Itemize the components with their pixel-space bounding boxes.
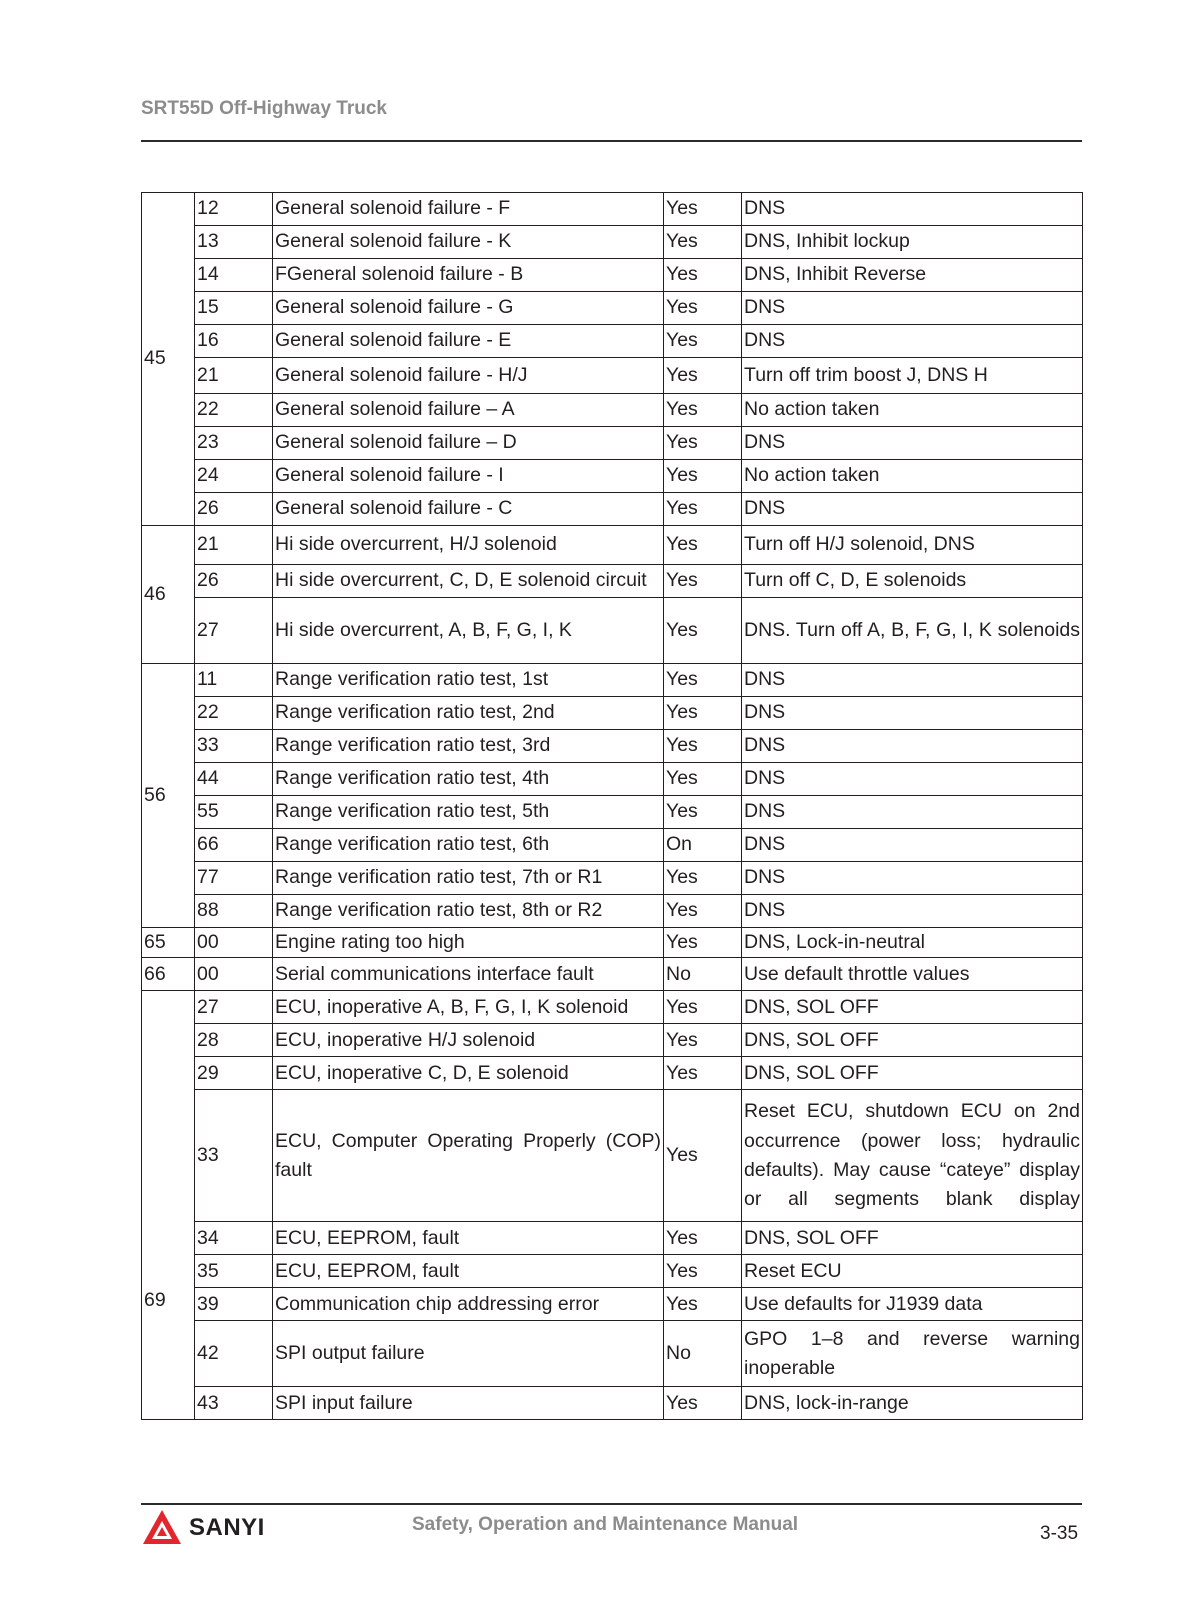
- footer-title: Safety, Operation and Maintenance Manual: [412, 1514, 799, 1535]
- action-cell: DNS: [742, 325, 1083, 358]
- action-cell: DNS: [742, 730, 1083, 763]
- flag-cell: Yes: [664, 358, 742, 394]
- flag-cell: Yes: [664, 259, 742, 292]
- flag-cell: Yes: [664, 565, 742, 598]
- description-cell: General solenoid failure - I: [273, 460, 664, 493]
- table-row: [142, 763, 1083, 796]
- table-row: [142, 1057, 1083, 1090]
- action-cell: No action taken: [742, 460, 1083, 493]
- flag-cell: Yes: [664, 1288, 742, 1321]
- sub-code-cell: 42: [195, 1321, 273, 1387]
- sub-code-cell: 88: [195, 895, 273, 928]
- description-cell: ECU, inoperative H/J solenoid: [273, 1024, 664, 1057]
- description-cell: General solenoid failure - F: [273, 193, 664, 226]
- table-row: [142, 427, 1083, 460]
- flag-cell: Yes: [664, 928, 742, 958]
- sub-code-cell: 27: [195, 991, 273, 1024]
- action-cell: DNS, SOL OFF: [742, 1222, 1083, 1255]
- flag-cell: Yes: [664, 991, 742, 1024]
- sub-code-cell: 24: [195, 460, 273, 493]
- page-number: 3-35: [1040, 1523, 1079, 1544]
- flag-cell: Yes: [664, 664, 742, 697]
- sub-code-cell: 16: [195, 325, 273, 358]
- description-cell: Range verification ratio test, 1st: [273, 664, 664, 697]
- description-cell: Hi side overcurrent, H/J solenoid: [273, 526, 664, 565]
- sub-code-cell: 27: [195, 598, 273, 664]
- description-cell: General solenoid failure - K: [273, 226, 664, 259]
- action-cell: DNS: [742, 862, 1083, 895]
- description-cell: ECU, EEPROM, fault: [273, 1255, 664, 1288]
- flag-cell: Yes: [664, 292, 742, 325]
- table-row: [142, 292, 1083, 325]
- table-row: [142, 958, 1083, 991]
- description-cell: ECU, Computer Operating Properly (COP) fault: [273, 1090, 664, 1222]
- main-code-cell: 56: [142, 664, 195, 928]
- table-row: [142, 526, 1083, 565]
- sub-code-cell: 14: [195, 259, 273, 292]
- action-cell: DNS: [742, 763, 1083, 796]
- description-cell: General solenoid failure - E: [273, 325, 664, 358]
- action-cell: DNS: [742, 493, 1083, 526]
- table-row: [142, 1288, 1083, 1321]
- description-cell: Range verification ratio test, 4th: [273, 763, 664, 796]
- flag-cell: On: [664, 829, 742, 862]
- table-row: [142, 193, 1083, 226]
- sub-code-cell: 00: [195, 928, 273, 958]
- sub-code-cell: 12: [195, 193, 273, 226]
- table-row: [142, 796, 1083, 829]
- action-cell: DNS: [742, 664, 1083, 697]
- sub-code-cell: 28: [195, 1024, 273, 1057]
- main-code-cell: 45: [142, 193, 195, 526]
- action-cell: DNS. Turn off A, B, F, G, I, K solenoids: [742, 598, 1083, 664]
- description-cell: Hi side overcurrent, C, D, E solenoid circuit: [273, 565, 664, 598]
- flag-cell: Yes: [664, 325, 742, 358]
- flag-cell: Yes: [664, 226, 742, 259]
- description-cell: ECU, inoperative C, D, E solenoid: [273, 1057, 664, 1090]
- flag-cell: Yes: [664, 730, 742, 763]
- sub-code-cell: 26: [195, 565, 273, 598]
- description-cell: FGeneral solenoid failure - B: [273, 259, 664, 292]
- action-cell: Turn off C, D, E solenoids: [742, 565, 1083, 598]
- sanyi-logo: [141, 1508, 265, 1548]
- flag-cell: Yes: [664, 1024, 742, 1057]
- logo-text: SANYI: [189, 1514, 265, 1541]
- description-cell: SPI input failure: [273, 1387, 664, 1420]
- sub-code-cell: 23: [195, 427, 273, 460]
- action-cell: GPO 1–8 and reverse warning inoperable: [742, 1321, 1083, 1387]
- sub-code-cell: 55: [195, 796, 273, 829]
- action-cell: DNS, Lock-in-neutral: [742, 928, 1083, 958]
- flag-cell: No: [664, 958, 742, 991]
- action-cell: No action taken: [742, 394, 1083, 427]
- action-cell: DNS: [742, 697, 1083, 730]
- action-cell: DNS, Inhibit Reverse: [742, 259, 1083, 292]
- flag-cell: Yes: [664, 427, 742, 460]
- action-cell: DNS, lock-in-range: [742, 1387, 1083, 1420]
- sub-code-cell: 77: [195, 862, 273, 895]
- sub-code-cell: 00: [195, 958, 273, 991]
- flag-cell: Yes: [664, 796, 742, 829]
- sub-code-cell: 35: [195, 1255, 273, 1288]
- table-row: [142, 325, 1083, 358]
- flag-cell: Yes: [664, 1387, 742, 1420]
- flag-cell: Yes: [664, 862, 742, 895]
- action-cell: DNS: [742, 895, 1083, 928]
- table-row: [142, 226, 1083, 259]
- table-row: [142, 460, 1083, 493]
- flag-cell: Yes: [664, 1090, 742, 1222]
- sub-code-cell: 22: [195, 697, 273, 730]
- table-row: [142, 1255, 1083, 1288]
- sub-code-cell: 15: [195, 292, 273, 325]
- description-cell: Communication chip addressing error: [273, 1288, 664, 1321]
- table-row: [142, 829, 1083, 862]
- table-row: [142, 493, 1083, 526]
- sub-code-cell: 26: [195, 493, 273, 526]
- action-cell: Reset ECU: [742, 1255, 1083, 1288]
- table-row: [142, 895, 1083, 928]
- flag-cell: Yes: [664, 460, 742, 493]
- main-code-cell: 65: [142, 928, 195, 958]
- description-cell: General solenoid failure – A: [273, 394, 664, 427]
- flag-cell: Yes: [664, 598, 742, 664]
- action-cell: Use default throttle values: [742, 958, 1083, 991]
- table-row: [142, 259, 1083, 292]
- description-cell: Hi side overcurrent, A, B, F, G, I, K: [273, 598, 664, 664]
- table-row: [142, 1024, 1083, 1057]
- flag-cell: Yes: [664, 1222, 742, 1255]
- action-cell: DNS, SOL OFF: [742, 1057, 1083, 1090]
- sub-code-cell: 44: [195, 763, 273, 796]
- table-row: [142, 1222, 1083, 1255]
- action-cell: DNS: [742, 193, 1083, 226]
- table-row: [142, 358, 1083, 394]
- footer-divider: [141, 1503, 1082, 1505]
- table-row: [142, 664, 1083, 697]
- sub-code-cell: 34: [195, 1222, 273, 1255]
- description-cell: ECU, inoperative A, B, F, G, I, K solenoid: [273, 991, 664, 1024]
- action-cell: Turn off H/J solenoid, DNS: [742, 526, 1083, 565]
- main-code-cell: 46: [142, 526, 195, 664]
- description-cell: Range verification ratio test, 6th: [273, 829, 664, 862]
- description-cell: Range verification ratio test, 5th: [273, 796, 664, 829]
- description-cell: SPI output failure: [273, 1321, 664, 1387]
- table-row: [142, 991, 1083, 1024]
- sub-code-cell: 66: [195, 829, 273, 862]
- flag-cell: Yes: [664, 895, 742, 928]
- table-row: [142, 565, 1083, 598]
- action-cell: DNS: [742, 292, 1083, 325]
- table-row: [142, 394, 1083, 427]
- action-cell: DNS: [742, 427, 1083, 460]
- description-cell: Range verification ratio test, 3rd: [273, 730, 664, 763]
- table-row: [142, 598, 1083, 664]
- sanyi-logo-icon: [141, 1508, 183, 1548]
- description-cell: General solenoid failure - H/J: [273, 358, 664, 394]
- sub-code-cell: 13: [195, 226, 273, 259]
- action-cell: DNS, SOL OFF: [742, 1024, 1083, 1057]
- flag-cell: Yes: [664, 193, 742, 226]
- action-cell: DNS: [742, 829, 1083, 862]
- table-row: [142, 928, 1083, 958]
- flag-cell: Yes: [664, 526, 742, 565]
- action-cell: DNS, SOL OFF: [742, 991, 1083, 1024]
- flag-cell: Yes: [664, 394, 742, 427]
- description-cell: Range verification ratio test, 7th or R1: [273, 862, 664, 895]
- sub-code-cell: 21: [195, 358, 273, 394]
- sub-code-cell: 43: [195, 1387, 273, 1420]
- main-code-cell: 66: [142, 958, 195, 991]
- action-cell: DNS, Inhibit lockup: [742, 226, 1083, 259]
- flag-cell: Yes: [664, 1057, 742, 1090]
- table-row: [142, 1321, 1083, 1387]
- main-code-cell: 69: [142, 991, 195, 1420]
- sub-code-cell: 21: [195, 526, 273, 565]
- flag-cell: Yes: [664, 697, 742, 730]
- action-cell: DNS: [742, 796, 1083, 829]
- description-cell: Range verification ratio test, 8th or R2: [273, 895, 664, 928]
- sub-code-cell: 29: [195, 1057, 273, 1090]
- action-cell: Turn off trim boost J, DNS H: [742, 358, 1083, 394]
- table-row: [142, 730, 1083, 763]
- sub-code-cell: 39: [195, 1288, 273, 1321]
- flag-cell: Yes: [664, 763, 742, 796]
- action-cell: Use defaults for J1939 data: [742, 1288, 1083, 1321]
- description-cell: General solenoid failure – D: [273, 427, 664, 460]
- header-title: SRT55D Off-Highway Truck: [141, 98, 387, 119]
- table-row: [142, 697, 1083, 730]
- table-row: [142, 1090, 1083, 1222]
- sub-code-cell: 11: [195, 664, 273, 697]
- fault-code-table: [141, 192, 1083, 1420]
- description-cell: Range verification ratio test, 2nd: [273, 697, 664, 730]
- sub-code-cell: 22: [195, 394, 273, 427]
- description-cell: General solenoid failure - C: [273, 493, 664, 526]
- description-cell: Engine rating too high: [273, 928, 664, 958]
- description-cell: General solenoid failure - G: [273, 292, 664, 325]
- table-row: [142, 862, 1083, 895]
- action-cell: Reset ECU, shutdown ECU on 2nd occurrence (power loss; hydraulic defaults). May cause “cateye” display or all segments blank display: [742, 1090, 1083, 1222]
- flag-cell: Yes: [664, 493, 742, 526]
- flag-cell: Yes: [664, 1255, 742, 1288]
- flag-cell: No: [664, 1321, 742, 1387]
- description-cell: ECU, EEPROM, fault: [273, 1222, 664, 1255]
- header-divider: [141, 140, 1082, 142]
- table-row: [142, 1387, 1083, 1420]
- sub-code-cell: 33: [195, 1090, 273, 1222]
- sub-code-cell: 33: [195, 730, 273, 763]
- description-cell: Serial communications interface fault: [273, 958, 664, 991]
